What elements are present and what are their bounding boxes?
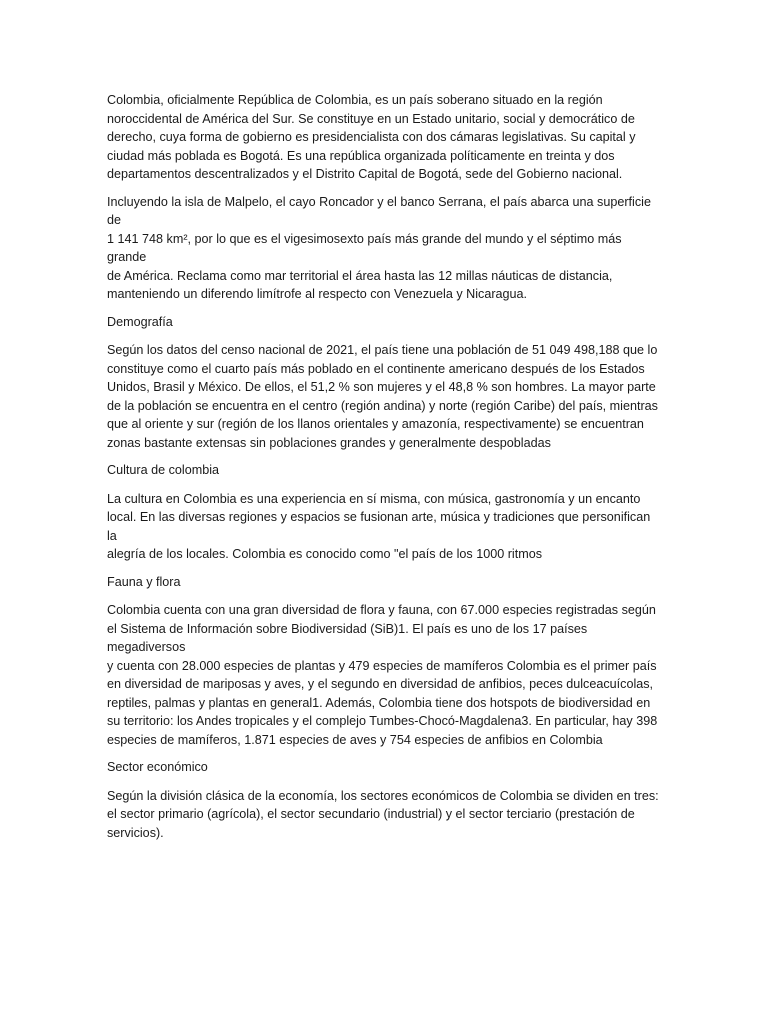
heading-fauna-flora: Fauna y flora [107,574,181,589]
paragraph-demografia: Según los datos del censo nacional de 2021, el país tiene una población de 51 049 498,188 que lo constituye como el cuarto país más poblado en el continente americano después de los Estados Unidos, Brasil y México. De ellos, el 51,2 % son mujeres y el 48,8 % son hombres. La mayor parte de la población se encuentra en el centro (región andina) y norte (región Caribe) del país, mientras que al oriente y sur (región de los llanos orientales y amazonía, respectivamente) se encuentran zonas bastante extensas sin poblaciones grandes y generalmente despobladas [107,343,658,450]
heading-sector-economico: Sector económico [107,760,208,774]
paragraph-territory: Incluyendo la isla de Malpelo, el cayo Roncador y el banco Serrana, el país abarca una superficie de 1 141 748 km², por lo que es el vigesimosexto país más grande del mundo y el séptimo más grande de América. Reclama como mar territorial el área hasta las 12 millas náuticas de distancia, manteniendo un diferendo limítrofe al respecto con Venezuela y Nicaragua. [107,194,651,301]
document-body [107,91,663,851]
heading-cultura: Cultura de colombia [107,463,220,477]
paragraph-intro: Colombia, oficialmente República de Colombia, es un país soberano situado en la región noroccidental de América del Sur. Se constituye en un Estado unitario, social y democrático de derecho, cuya forma de gobierno es presidencialista con dos cámaras legislativas. Su capital y ciudad más poblada es Bogotá. Es una república organizada políticamente en treinta y dos departamentos descentralizados y el Distrito Capital de Bogotá, sede del Gobierno nacional. [107,93,636,181]
heading-demografia: Demografía [107,314,173,329]
paragraph-cultura: La cultura en Colombia es una experiencia en sí misma, con música, gastronomía y un encanto local. En las diversas regiones y espacios se fusionan arte, música y tradiciones que personifican la alegría de los locales. Colombia es conocido como "el país de los 1000 ritmos [107,491,651,561]
paragraph-fauna-flora: Colombia cuenta con una gran diversidad de flora y fauna, con 67.000 especies registradas según el Sistema de Información sobre Biodiversidad (SiB)1. El país es uno de los 17 países megadiversos y cuenta con 28.000 especies de plantas y 479 especies de mamíferos Colombia es el primer país en diversidad de mariposas y aves, y el segundo en diversidad de anfibios, peces dulceacuícolas, reptiles, palmas y plantas en general1. Además, Colombia tiene dos hotspots de biodiversidad en su territorio: los Andes tropicales y el complejo Tumbes-Chocó-Magdalena3. En particular, hay 398 especies de mamíferos, 1.871 especies de aves y 754 especies de anfibios en Colombia [107,603,658,747]
paragraph-sector-economico: Según la división clásica de la economía, los sectores económicos de Colombia se dividen en tres: el sector primario (agrícola), el sector secundario (industrial) y el sector terciario (prestación de servicios). [107,788,659,840]
